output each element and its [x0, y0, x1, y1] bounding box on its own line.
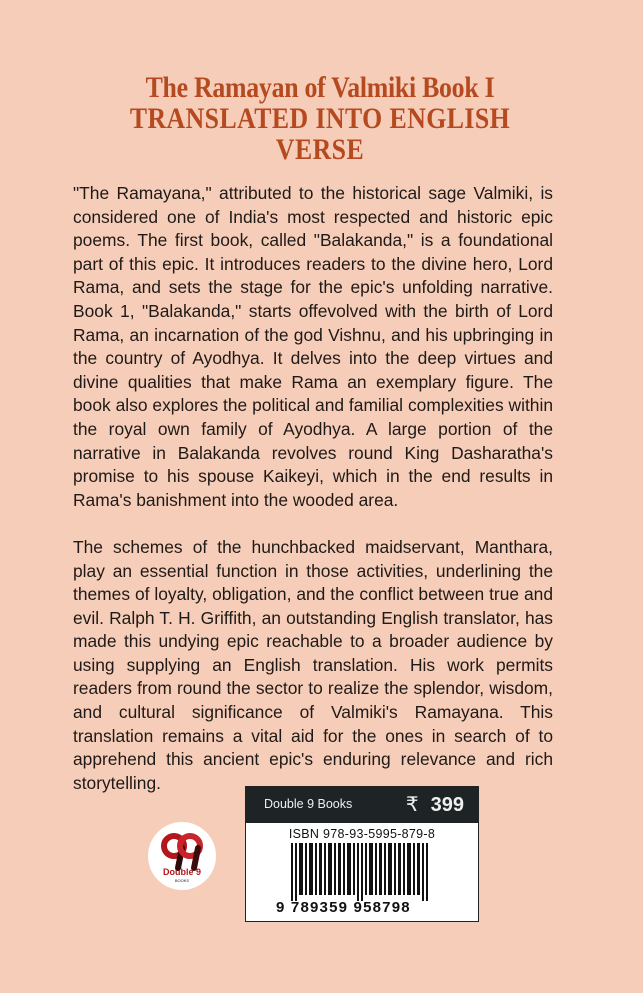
description-paragraph-2: The schemes of the hunchbacked maidservant, Manthara, play an essential function in those activities, underlining the themes of loyalty, obligation, and the conflict between true and evil. Ralph T. H. Griffith, an outstanding English translator, has made this undying epic reachable to a broader audience by using supplying an English translation. His work permits readers from round the sector to realize the splendor, wisdom, and cultural significance of Valmiki's Ramayana. This translation remains a vital aid for the ones in search of to apprehend this ancient epic's enduring relevance and rich storytelling. [73, 536, 553, 793]
publisher-name: Double 9 Books [264, 797, 353, 811]
title-line-1: The Ramayan of Valmiki Book I [145, 71, 495, 104]
logo-subtext: BOOKS [174, 878, 190, 883]
barcode-number: 9 789359 958798 [276, 899, 411, 916]
title-line-2: TRANSLATED INTO ENGLISH [129, 102, 511, 135]
book-description [73, 182, 553, 795]
barcode-header [246, 787, 478, 823]
isbn-label: ISBN 978-93-5995-879-8 [288, 827, 436, 841]
barcode-panel [245, 786, 479, 922]
price [406, 792, 464, 817]
description-paragraph-1: "The Ramayana," attributed to the historical sage Valmiki, is considered one of India's most respected and historic epic poems. The first book, called "Balakanda," is a foundational part of this epic. It introduces readers to the divine hero, Lord Rama, and sets the stage for the epic's unfolding narrative. Book 1, "Balakanda," starts offevolved with the birth of Lord Rama, an incarnation of the god Vishnu, and his upbringing in the country of Ayodhya. It delves into the deep virtues and divine qualities that make Rama an exemplary figure. The book also explores the political and familial complexities within the royal own family of Ayodhya. A large portion of the narrative in Balakanda revolves round King Dasharatha's promise to his spouse Kaikeyi, which in the end results in Rama's banishment into the wooded area. [73, 183, 553, 510]
double-9-books-logo-icon [148, 822, 216, 890]
barcode-icon [291, 843, 441, 901]
book-title [60, 72, 580, 165]
price-value: 399 [430, 794, 464, 816]
title-line-3: VERSE [275, 133, 365, 166]
logo-text: Double 9 [162, 867, 202, 877]
rupee-icon: ₹ [405, 794, 419, 816]
